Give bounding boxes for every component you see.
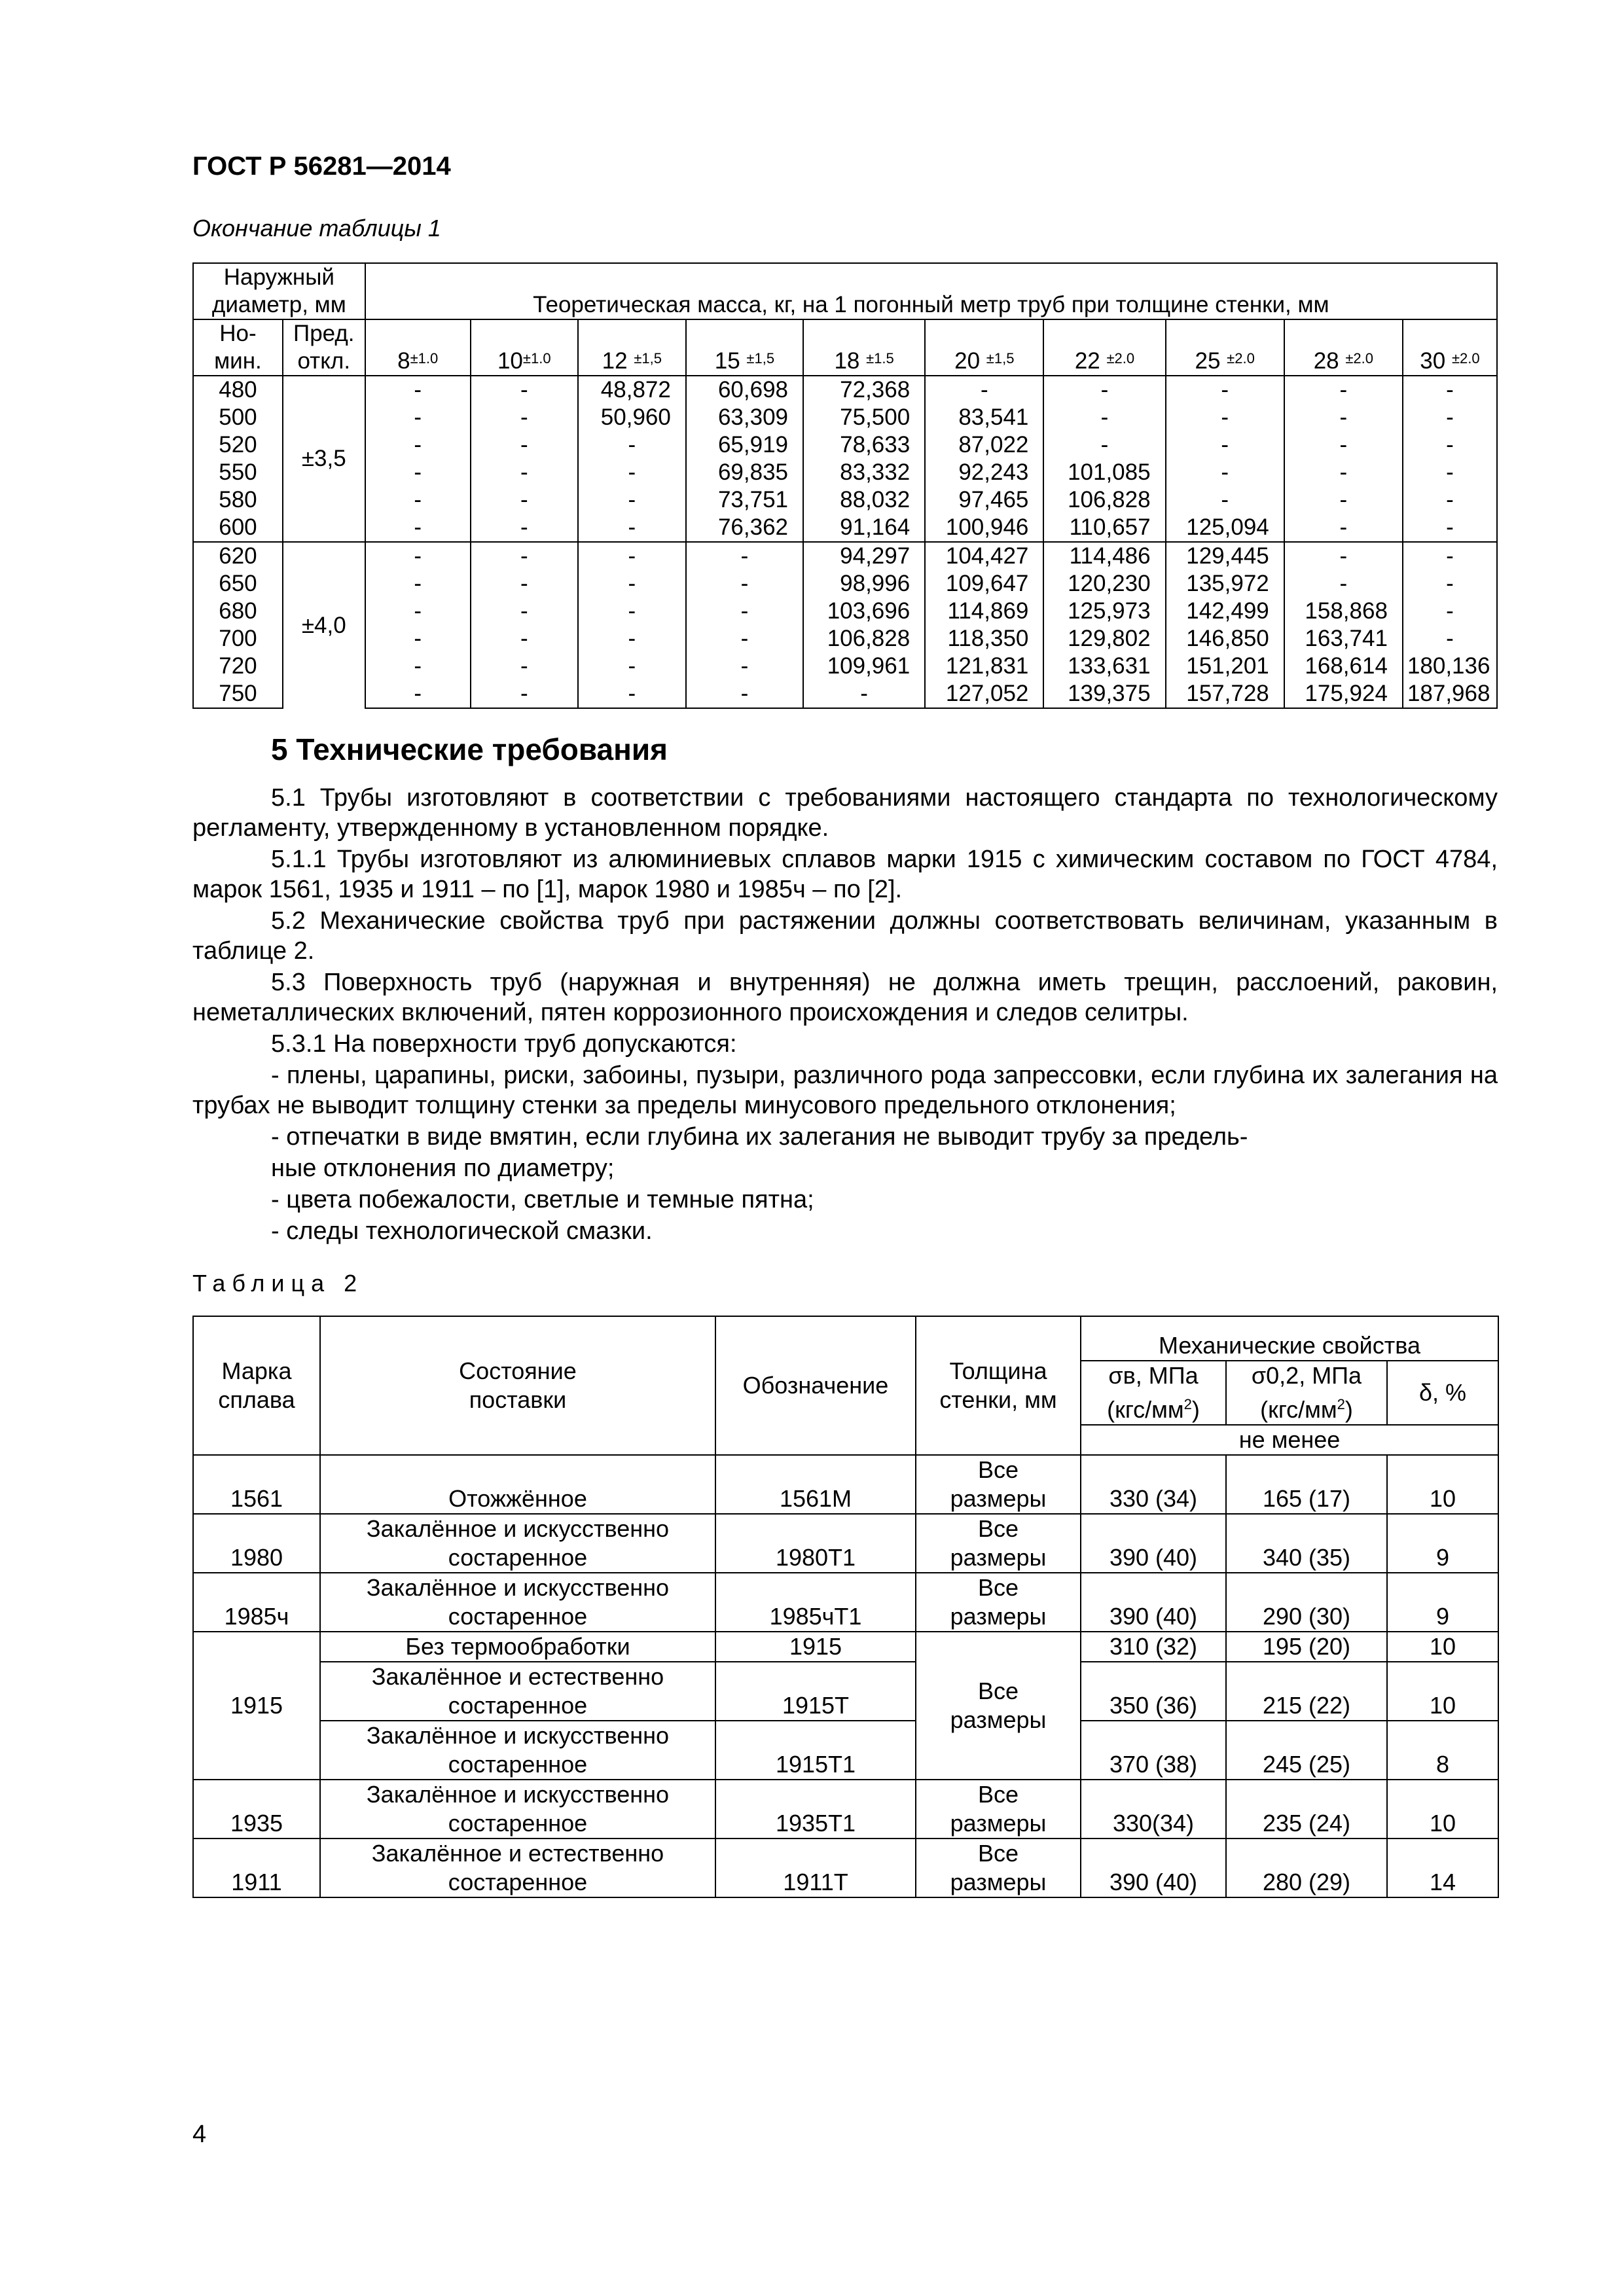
mass-cell: 114,869 — [925, 598, 1043, 625]
sigma-b-cell: 390 (40) — [1081, 1573, 1226, 1632]
mass-cell: - — [578, 514, 686, 542]
mass-cell: 91,164 — [803, 514, 925, 542]
designation-cell: 1915 — [715, 1632, 916, 1662]
wall-thickness-header — [1403, 319, 1497, 376]
designation-cell: 1561М — [715, 1455, 916, 1514]
wall-thickness-header — [578, 319, 686, 376]
delta-cell: 9 — [1387, 1573, 1498, 1632]
mass-cell: - — [1403, 459, 1497, 486]
thickness-cell: Все размеры — [916, 1839, 1081, 1897]
table-row — [193, 542, 1497, 570]
mass-cell: - — [471, 653, 578, 680]
mass-cell: 135,972 — [1166, 570, 1284, 598]
table-row — [193, 1780, 1498, 1839]
mass-cell: 129,802 — [1043, 625, 1165, 653]
wall-value: 20 — [954, 348, 986, 374]
mass-cell: 98,996 — [803, 570, 925, 598]
table-row — [193, 514, 1497, 542]
wall-tolerance: ±2.0 — [1451, 350, 1480, 367]
diameter-cell: 520 — [193, 431, 283, 459]
mass-cell: 88,032 — [803, 486, 925, 514]
table-row — [193, 1839, 1498, 1897]
mass-cell: 151,201 — [1166, 653, 1284, 680]
diameter-cell: 700 — [193, 625, 283, 653]
mass-cell: - — [1284, 459, 1403, 486]
wall-value: 8 — [397, 348, 410, 374]
mass-cell: 180,136 — [1403, 653, 1497, 680]
mass-cell: - — [1403, 598, 1497, 625]
sigma-02-cell: 215 (22) — [1226, 1662, 1387, 1721]
table-row — [193, 570, 1497, 598]
mass-cell: - — [471, 459, 578, 486]
mass-cell: 75,500 — [803, 404, 925, 431]
mass-cell: - — [365, 514, 471, 542]
paragraph-5-1: 5.1 Трубы изготовляют в соответствии с требованиями настоящего стандарта по технологическому регламенту, утвержденному в установленном порядке. — [192, 784, 1498, 842]
mass-cell: - — [686, 653, 803, 680]
mass-cell: - — [578, 486, 686, 514]
state-cell: Закалённое и искусственно состаренное — [320, 1573, 715, 1632]
mass-cell: - — [1166, 486, 1284, 514]
mass-cell: - — [1284, 376, 1403, 404]
mass-cell: 129,445 — [1166, 542, 1284, 570]
mass-cell: - — [578, 625, 686, 653]
designation-cell: 1935Т1 — [715, 1780, 916, 1839]
alloy-cell: 1980 — [193, 1514, 320, 1573]
table-row — [193, 598, 1497, 625]
bullet-1: - плены, царапины, риски, забоины, пузыри, различного рода запрессовки, если глубина их залегания на трубах не выводит толщину стенки за пределы минусового предельного отклонения; — [192, 1062, 1498, 1119]
table-row — [193, 431, 1497, 459]
mass-cell: 63,309 — [686, 404, 803, 431]
mass-cell: - — [1284, 431, 1403, 459]
mass-cell: 106,828 — [1043, 486, 1165, 514]
sigma-02-cell: 235 (24) — [1226, 1780, 1387, 1839]
diameter-cell: 480 — [193, 376, 283, 404]
wall-value: 25 — [1195, 348, 1227, 374]
designation-cell: 1985чТ1 — [715, 1573, 916, 1632]
sigma-02-header: σ0,2, МПа $(кгс/мм^2)$ — [1226, 1361, 1387, 1425]
designation-cell: 1915Т — [715, 1662, 916, 1721]
alloy-cell: 1911 — [193, 1839, 320, 1897]
mass-cell: - — [1043, 431, 1165, 459]
mass-cell: - — [1166, 404, 1284, 431]
table1-caption: Окончание таблицы 1 — [192, 215, 441, 242]
mass-cell: - — [578, 542, 686, 570]
wall-value: 10 — [497, 348, 523, 374]
mass-cell: 109,647 — [925, 570, 1043, 598]
table-row — [193, 680, 1497, 708]
mass-cell: - — [365, 680, 471, 708]
wall-value: 18 — [834, 348, 867, 374]
table-row — [193, 404, 1497, 431]
mass-cell: 60,698 — [686, 376, 803, 404]
delta-cell: 10 — [1387, 1780, 1498, 1839]
sigma-02-cell: 195 (20) — [1226, 1632, 1387, 1662]
mass-cell: 72,368 — [803, 376, 925, 404]
mass-cell: - — [1284, 570, 1403, 598]
alloy-cell: 1935 — [193, 1780, 320, 1839]
table-2 — [192, 1316, 1499, 1898]
mass-cell: - — [365, 486, 471, 514]
mass-cell: - — [1043, 376, 1165, 404]
mass-cell: 87,022 — [925, 431, 1043, 459]
wall-value: 22 — [1074, 348, 1107, 374]
alloy-cell: 1915 — [193, 1632, 320, 1780]
mass-cell: - — [471, 404, 578, 431]
mass-cell: - — [686, 625, 803, 653]
mass-cell: - — [365, 653, 471, 680]
tolerance-header: Пред. откл. — [283, 319, 365, 376]
paragraph-5-2: 5.2 Механические свойства труб при растяжении должны соответствовать величинам, указанным в таблице 2. — [192, 907, 1498, 965]
sigma-02-cell: 340 (35) — [1226, 1514, 1387, 1573]
mass-cell: 78,633 — [803, 431, 925, 459]
mass-header: Теоретическая масса, кг, на 1 погонный метр труб при толщине стенки, мм — [365, 263, 1497, 319]
mass-cell: 76,362 — [686, 514, 803, 542]
wall-tolerance: ±1,5 — [986, 350, 1015, 367]
mass-cell: 158,868 — [1284, 598, 1403, 625]
diameter-cell: 620 — [193, 542, 283, 570]
mass-cell: 139,375 — [1043, 680, 1165, 708]
designation-cell: 1911Т — [715, 1839, 916, 1897]
nominal-header: Но-мин. — [193, 319, 283, 376]
delta-cell: 8 — [1387, 1721, 1498, 1780]
mass-cell: - — [471, 486, 578, 514]
mass-cell: - — [1403, 431, 1497, 459]
mass-cell: - — [578, 459, 686, 486]
mass-cell: 48,872 — [578, 376, 686, 404]
state-cell: Закалённое и естественно состаренное — [320, 1662, 715, 1721]
mass-cell: - — [1166, 376, 1284, 404]
table2-caption: Таблица 2 — [192, 1270, 364, 1297]
delta-cell: 9 — [1387, 1514, 1498, 1573]
table-row — [193, 1455, 1498, 1514]
sigma-b-cell: 310 (32) — [1081, 1632, 1226, 1662]
table-row — [193, 1514, 1498, 1573]
wall-tolerance: ±2.0 — [1345, 350, 1374, 367]
wall-thickness-header — [1043, 319, 1165, 376]
mass-cell: 100,946 — [925, 514, 1043, 542]
mass-cell: - — [1403, 404, 1497, 431]
mass-cell: 133,631 — [1043, 653, 1165, 680]
thickness-cell: Все размеры — [916, 1632, 1081, 1780]
sigma-b-cell: 390 (40) — [1081, 1839, 1226, 1897]
mass-cell: - — [578, 431, 686, 459]
table-row — [193, 459, 1497, 486]
mass-cell: - — [471, 431, 578, 459]
mass-cell: - — [1284, 486, 1403, 514]
alloy-cell: 1985ч — [193, 1573, 320, 1632]
table-row — [193, 486, 1497, 514]
table-row — [193, 625, 1497, 653]
sigma-b-cell: 350 (36) — [1081, 1662, 1226, 1721]
wall-tolerance: ±1,5 — [634, 350, 662, 367]
state-header: Состояние поставки — [320, 1316, 715, 1455]
delta-cell: 14 — [1387, 1839, 1498, 1897]
outer-diameter-header: Наружный диаметр, мм — [193, 263, 365, 319]
sigma-b-header: σв, МПа $(кгс/мм^2)$ — [1081, 1361, 1226, 1425]
mass-cell: - — [1403, 570, 1497, 598]
mass-cell: 109,961 — [803, 653, 925, 680]
diameter-cell: 680 — [193, 598, 283, 625]
mass-cell: 92,243 — [925, 459, 1043, 486]
sigma-b-cell: 390 (40) — [1081, 1514, 1226, 1573]
mass-cell: 69,835 — [686, 459, 803, 486]
thickness-cell: Все размеры — [916, 1573, 1081, 1632]
diameter-cell: 550 — [193, 459, 283, 486]
mass-cell: - — [578, 653, 686, 680]
mass-cell: - — [471, 542, 578, 570]
wall-thickness-header — [803, 319, 925, 376]
delta-cell: 10 — [1387, 1455, 1498, 1514]
mass-cell: - — [1166, 459, 1284, 486]
thickness-header: Толщина стенки, мм — [916, 1316, 1081, 1455]
mass-cell: - — [578, 598, 686, 625]
diameter-cell: 650 — [193, 570, 283, 598]
mass-cell: 83,541 — [925, 404, 1043, 431]
mass-cell: - — [471, 376, 578, 404]
mass-cell: - — [686, 570, 803, 598]
not-less-header: не менее — [1081, 1425, 1498, 1455]
mass-cell: - — [365, 625, 471, 653]
table-row — [193, 653, 1497, 680]
mass-cell: - — [1403, 376, 1497, 404]
state-cell: Без термообработки — [320, 1632, 715, 1662]
document-header: ГОСТ Р 56281—2014 — [192, 152, 451, 181]
mech-header: Механические свойства — [1081, 1316, 1498, 1361]
mass-cell: - — [1403, 514, 1497, 542]
wall-thickness-header — [471, 319, 578, 376]
mass-cell: - — [365, 459, 471, 486]
diameter-cell: 750 — [193, 680, 283, 708]
mass-cell: - — [686, 542, 803, 570]
sigma-b-cell: 330(34) — [1081, 1780, 1226, 1839]
bullet-4: - следы технологической смазки. — [271, 1217, 653, 1245]
page-number: 4 — [192, 2121, 207, 2148]
mass-cell: - — [1043, 404, 1165, 431]
mass-cell: 142,499 — [1166, 598, 1284, 625]
mass-cell: 120,230 — [1043, 570, 1165, 598]
designation-header: Обозначение — [715, 1316, 916, 1455]
mass-cell: - — [365, 404, 471, 431]
mass-cell: 125,094 — [1166, 514, 1284, 542]
wall-thickness-header — [1166, 319, 1284, 376]
wall-value: 15 — [714, 348, 747, 374]
sigma-02-cell: 290 (30) — [1226, 1573, 1387, 1632]
mass-cell: - — [1284, 404, 1403, 431]
mass-cell: 146,850 — [1166, 625, 1284, 653]
mass-cell: 65,919 — [686, 431, 803, 459]
designation-cell: 1980Т1 — [715, 1514, 916, 1573]
wall-tolerance: ±2.0 — [1227, 350, 1255, 367]
mass-cell: - — [1403, 486, 1497, 514]
mass-cell: 97,465 — [925, 486, 1043, 514]
state-cell: Отожжённое — [320, 1455, 715, 1514]
wall-thickness-header — [686, 319, 803, 376]
mass-cell: - — [365, 542, 471, 570]
sigma-02-cell: 280 (29) — [1226, 1839, 1387, 1897]
table-row — [193, 1632, 1498, 1662]
mass-cell: 104,427 — [925, 542, 1043, 570]
wall-thickness-header — [1284, 319, 1403, 376]
bullet-2-line-2: ные отклонения по диаметру; — [271, 1155, 615, 1182]
bullet-3: - цвета побежалости, светлые и темные пятна; — [271, 1186, 814, 1213]
alloy-header: Марка сплава — [193, 1316, 320, 1455]
tolerance-cell: ±4,0 — [283, 542, 365, 708]
paragraph-5-1-1: 5.1.1 Трубы изготовляют из алюминиевых сплавов марки 1915 с химическим составом по ГОСТ 4784, марок 1561, 1935 и 1911 – по [1], марок 1980 и 1985ч – по [2]. — [192, 846, 1498, 903]
mass-cell: - — [471, 598, 578, 625]
designation-cell: 1915Т1 — [715, 1721, 916, 1780]
delta-cell: 10 — [1387, 1632, 1498, 1662]
diameter-cell: 720 — [193, 653, 283, 680]
state-cell: Закалённое и естественно состаренное — [320, 1839, 715, 1897]
mass-cell: - — [1284, 542, 1403, 570]
mass-cell: - — [925, 376, 1043, 404]
wall-value: 30 — [1420, 348, 1452, 374]
table-row — [193, 1573, 1498, 1632]
table-row — [193, 376, 1497, 404]
mass-cell: - — [803, 680, 925, 708]
wall-tolerance: ±1.0 — [522, 350, 551, 367]
diameter-cell: 500 — [193, 404, 283, 431]
state-cell: Закалённое и искусственно состаренное — [320, 1721, 715, 1780]
diameter-cell: 580 — [193, 486, 283, 514]
mass-cell: 73,751 — [686, 486, 803, 514]
mass-cell: - — [1403, 625, 1497, 653]
sigma-02-cell: 245 (25) — [1226, 1721, 1387, 1780]
mass-cell: - — [365, 431, 471, 459]
section-5-title: 5 Технические требования — [271, 732, 668, 766]
mass-cell: - — [365, 570, 471, 598]
mass-cell: 101,085 — [1043, 459, 1165, 486]
mass-cell: - — [578, 680, 686, 708]
thickness-cell: Все размеры — [916, 1780, 1081, 1839]
mass-cell: 175,924 — [1284, 680, 1403, 708]
paragraph-5-3: 5.3 Поверхность труб (наружная и внутренняя) не должна иметь трещин, расслоений, раковин, неметаллических включений, пятен коррозионного происхождения и следов селитры. — [192, 969, 1498, 1026]
wall-value: 28 — [1313, 348, 1346, 374]
mass-cell: 106,828 — [803, 625, 925, 653]
mass-cell: 121,831 — [925, 653, 1043, 680]
mass-cell: 118,350 — [925, 625, 1043, 653]
mass-cell: 163,741 — [1284, 625, 1403, 653]
table-1 — [192, 262, 1498, 709]
mass-cell: 114,486 — [1043, 542, 1165, 570]
mass-cell: - — [686, 680, 803, 708]
alloy-cell: 1561 — [193, 1455, 320, 1514]
paragraph-5-3-1: 5.3.1 На поверхности труб допускаются: — [271, 1030, 737, 1058]
mass-cell: - — [471, 680, 578, 708]
mass-cell: 50,960 — [578, 404, 686, 431]
mass-cell: - — [365, 598, 471, 625]
mass-cell: - — [578, 570, 686, 598]
mass-cell: 187,968 — [1403, 680, 1497, 708]
wall-value: 12 — [602, 348, 634, 374]
mass-cell: 168,614 — [1284, 653, 1403, 680]
mass-cell: - — [471, 625, 578, 653]
mass-cell: - — [1403, 542, 1497, 570]
mass-cell: 94,297 — [803, 542, 925, 570]
diameter-cell: 600 — [193, 514, 283, 542]
mass-cell: - — [365, 376, 471, 404]
mass-cell: 157,728 — [1166, 680, 1284, 708]
state-cell: Закалённое и искусственно состаренное — [320, 1780, 715, 1839]
mass-cell: - — [471, 570, 578, 598]
sigma-b-cell: 370 (38) — [1081, 1721, 1226, 1780]
wall-thickness-header — [925, 319, 1043, 376]
sigma-02-cell: 165 (17) — [1226, 1455, 1387, 1514]
bullet-2-line-1: - отпечатки в виде вмятин, если глубина их залегания не выводит трубу за предель- — [271, 1123, 1248, 1151]
state-cell: Закалённое и искусственно состаренное — [320, 1514, 715, 1573]
mass-cell: 103,696 — [803, 598, 925, 625]
table-row — [193, 1662, 1498, 1721]
wall-tolerance: ±2.0 — [1106, 350, 1135, 367]
mass-cell: 83,332 — [803, 459, 925, 486]
wall-tolerance: ±1.5 — [866, 350, 894, 367]
wall-tolerance: ±1,5 — [746, 350, 775, 367]
mass-cell: - — [1166, 431, 1284, 459]
sigma-b-cell: 330 (34) — [1081, 1455, 1226, 1514]
wall-thickness-header — [365, 319, 471, 376]
mass-cell: 127,052 — [925, 680, 1043, 708]
thickness-cell: Все размеры — [916, 1514, 1081, 1573]
mass-cell: - — [686, 598, 803, 625]
wall-tolerance: ±1.0 — [410, 350, 439, 367]
delta-header: δ, % — [1387, 1361, 1498, 1425]
mass-cell: 125,973 — [1043, 598, 1165, 625]
mass-cell: - — [471, 514, 578, 542]
mass-cell: 110,657 — [1043, 514, 1165, 542]
table-row — [193, 1721, 1498, 1780]
tolerance-cell: ±3,5 — [283, 376, 365, 542]
mass-cell: - — [1284, 514, 1403, 542]
delta-cell: 10 — [1387, 1662, 1498, 1721]
thickness-cell: Все размеры — [916, 1455, 1081, 1514]
